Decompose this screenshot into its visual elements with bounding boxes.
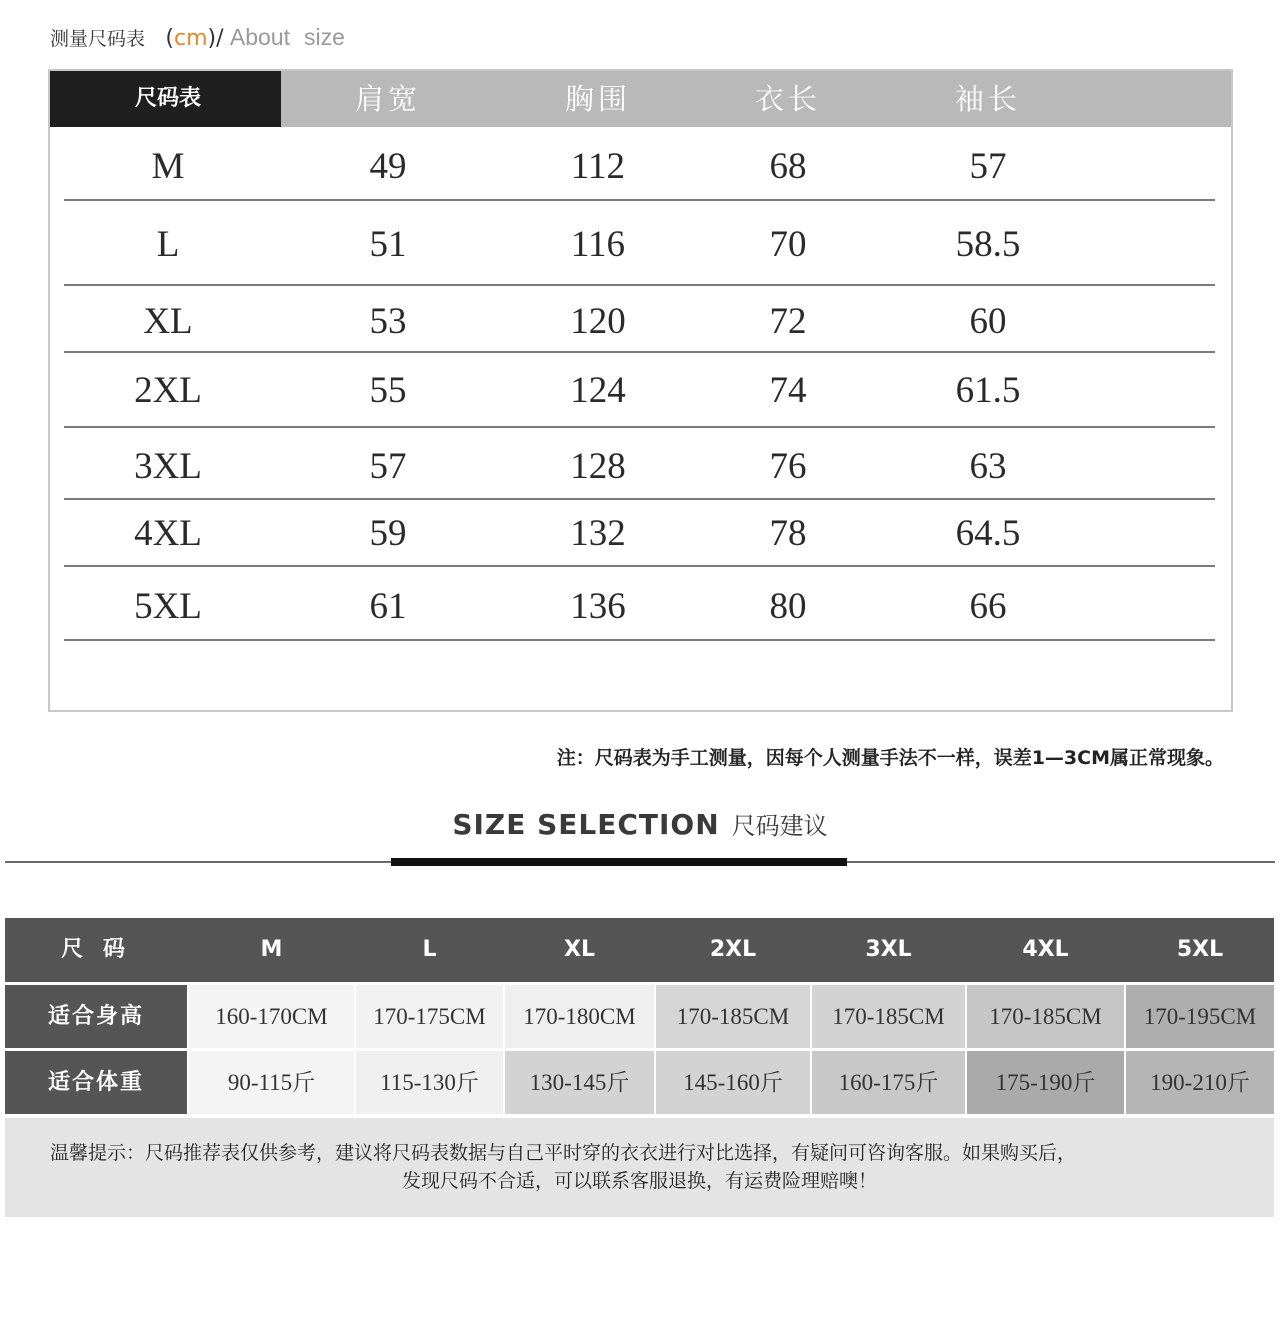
measurement-value-cell: 124 [570,370,626,411]
measurement-value-cell: 128 [570,446,626,487]
measurement-header-4: 袖长 [954,82,1021,116]
heading-paren-close: )/ [207,26,224,51]
measurement-size-cell: M [151,146,185,187]
recommendation-header-label: 尺 码 [61,937,131,962]
measurement-value-cell: 120 [570,301,626,342]
section-divider-accent [391,858,847,866]
weight-row-cell: 130-145斤 [505,1051,654,1114]
measurement-size-cell: 4XL [134,513,202,554]
height-row-cell: 170-180CM [505,985,654,1048]
measurement-value-cell: 74 [769,370,807,411]
weight-row-cell: 160-175斤 [812,1051,965,1114]
measurement-value-cell: 49 [369,146,407,187]
height-row-cell: 170-195CM [1126,985,1274,1048]
measurement-value-cell: 58.5 [955,224,1021,265]
measurement-table [48,69,1233,712]
heading-paren-open: ( [165,26,174,51]
measurement-header-3: 衣长 [754,82,821,116]
recommendation-size-5xl: 5XL [1176,937,1224,962]
measurement-header-2: 胸围 [564,82,631,116]
section-title [0,806,1280,841]
measurement-size-cell: 5XL [134,586,202,627]
weight-row-cell: 115-130斤 [356,1051,503,1114]
measurement-row-divider [64,199,1215,201]
heading-unit: cm [173,26,208,51]
measurement-row-divider [64,639,1215,641]
measurement-value-cell: 63 [969,446,1007,487]
measurement-size-cell: L [156,224,180,265]
recommendation-size-xl: XL [564,937,595,962]
measurement-value-cell: 132 [570,513,626,554]
measurement-size-cell: XL [143,301,193,342]
measurement-value-cell: 61.5 [955,370,1021,411]
recommendation-size-m: M [260,937,283,962]
tips-box [5,1118,1274,1217]
heading-zh: 测量尺码表 [50,28,146,50]
height-row-label: 适合身高 [5,985,187,1048]
height-row-cell: 170-175CM [356,985,503,1048]
recommendation-size-l: L [422,937,437,962]
measurement-size-cell: 3XL [134,446,202,487]
measurement-header-0: 尺码表 [134,86,201,111]
measurement-value-cell: 51 [369,224,407,265]
measurement-row-divider [64,284,1215,286]
measurement-value-cell: 55 [369,370,407,411]
measurement-value-cell: 57 [969,146,1007,187]
heading-size: size [303,24,345,50]
recommendation-size-3xl: 3XL [865,937,912,962]
weight-row-label: 适合体重 [5,1051,187,1114]
measurement-row-divider [64,565,1215,567]
weight-row-cell: 90-115斤 [189,1051,354,1114]
measurement-note: 注：尺码表为手工测量，因每个人测量手法不一样，误差1—3CM属正常现象。 [556,747,1224,769]
measurement-value-cell: 76 [769,446,807,487]
measurement-value-cell: 116 [570,224,626,265]
measurement-row-divider [64,351,1215,353]
measurement-value-cell: 64.5 [955,513,1021,554]
height-row-cell: 170-185CM [967,985,1124,1048]
measurement-value-cell: 112 [570,146,626,187]
measurement-size-cell: 2XL [134,370,202,411]
recommendation-size-2xl: 2XL [709,937,757,962]
measurement-value-cell: 68 [769,146,807,187]
measurement-value-cell: 136 [570,586,626,627]
measurement-header-1: 肩宽 [354,82,421,116]
measurement-value-cell: 60 [969,301,1007,342]
measurement-value-cell: 53 [369,301,407,342]
measurement-value-cell: 59 [369,513,407,554]
weight-row-cell: 190-210斤 [1126,1051,1274,1114]
heading-about: About [229,24,290,50]
measurement-value-cell: 72 [769,301,807,342]
section-title-zh: 尺码建议 [731,812,828,840]
measurement-value-cell: 57 [369,446,407,487]
measurement-value-cell: 80 [769,586,807,627]
measurement-row-divider [64,498,1215,500]
size-chart-heading [50,22,345,54]
measurement-value-cell: 78 [769,513,807,554]
height-row-cell: 170-185CM [656,985,810,1048]
measurement-value-cell: 66 [969,586,1007,627]
height-row-cell: 160-170CM [189,985,354,1048]
recommendation-size-4xl: 4XL [1022,937,1069,962]
measurement-row-divider [64,426,1215,428]
measurement-value-cell: 61 [369,586,407,627]
weight-row-cell: 145-160斤 [656,1051,810,1114]
tips-line-2: 发现尺码不合适，可以联系客服退换，有运费险理赔噢！ [401,1170,877,1192]
measurement-value-cell: 70 [769,224,807,265]
tips-line-1: 温馨提示：尺码推荐表仅供参考，建议将尺码表数据与自己平时穿的衣衣进行对比选择，有疑问可咨询客服。如果购买后， [50,1142,1077,1164]
weight-row-cell: 175-190斤 [967,1051,1124,1114]
section-title-en: SIZE SELECTION [452,808,720,841]
height-row-cell: 170-185CM [812,985,965,1048]
